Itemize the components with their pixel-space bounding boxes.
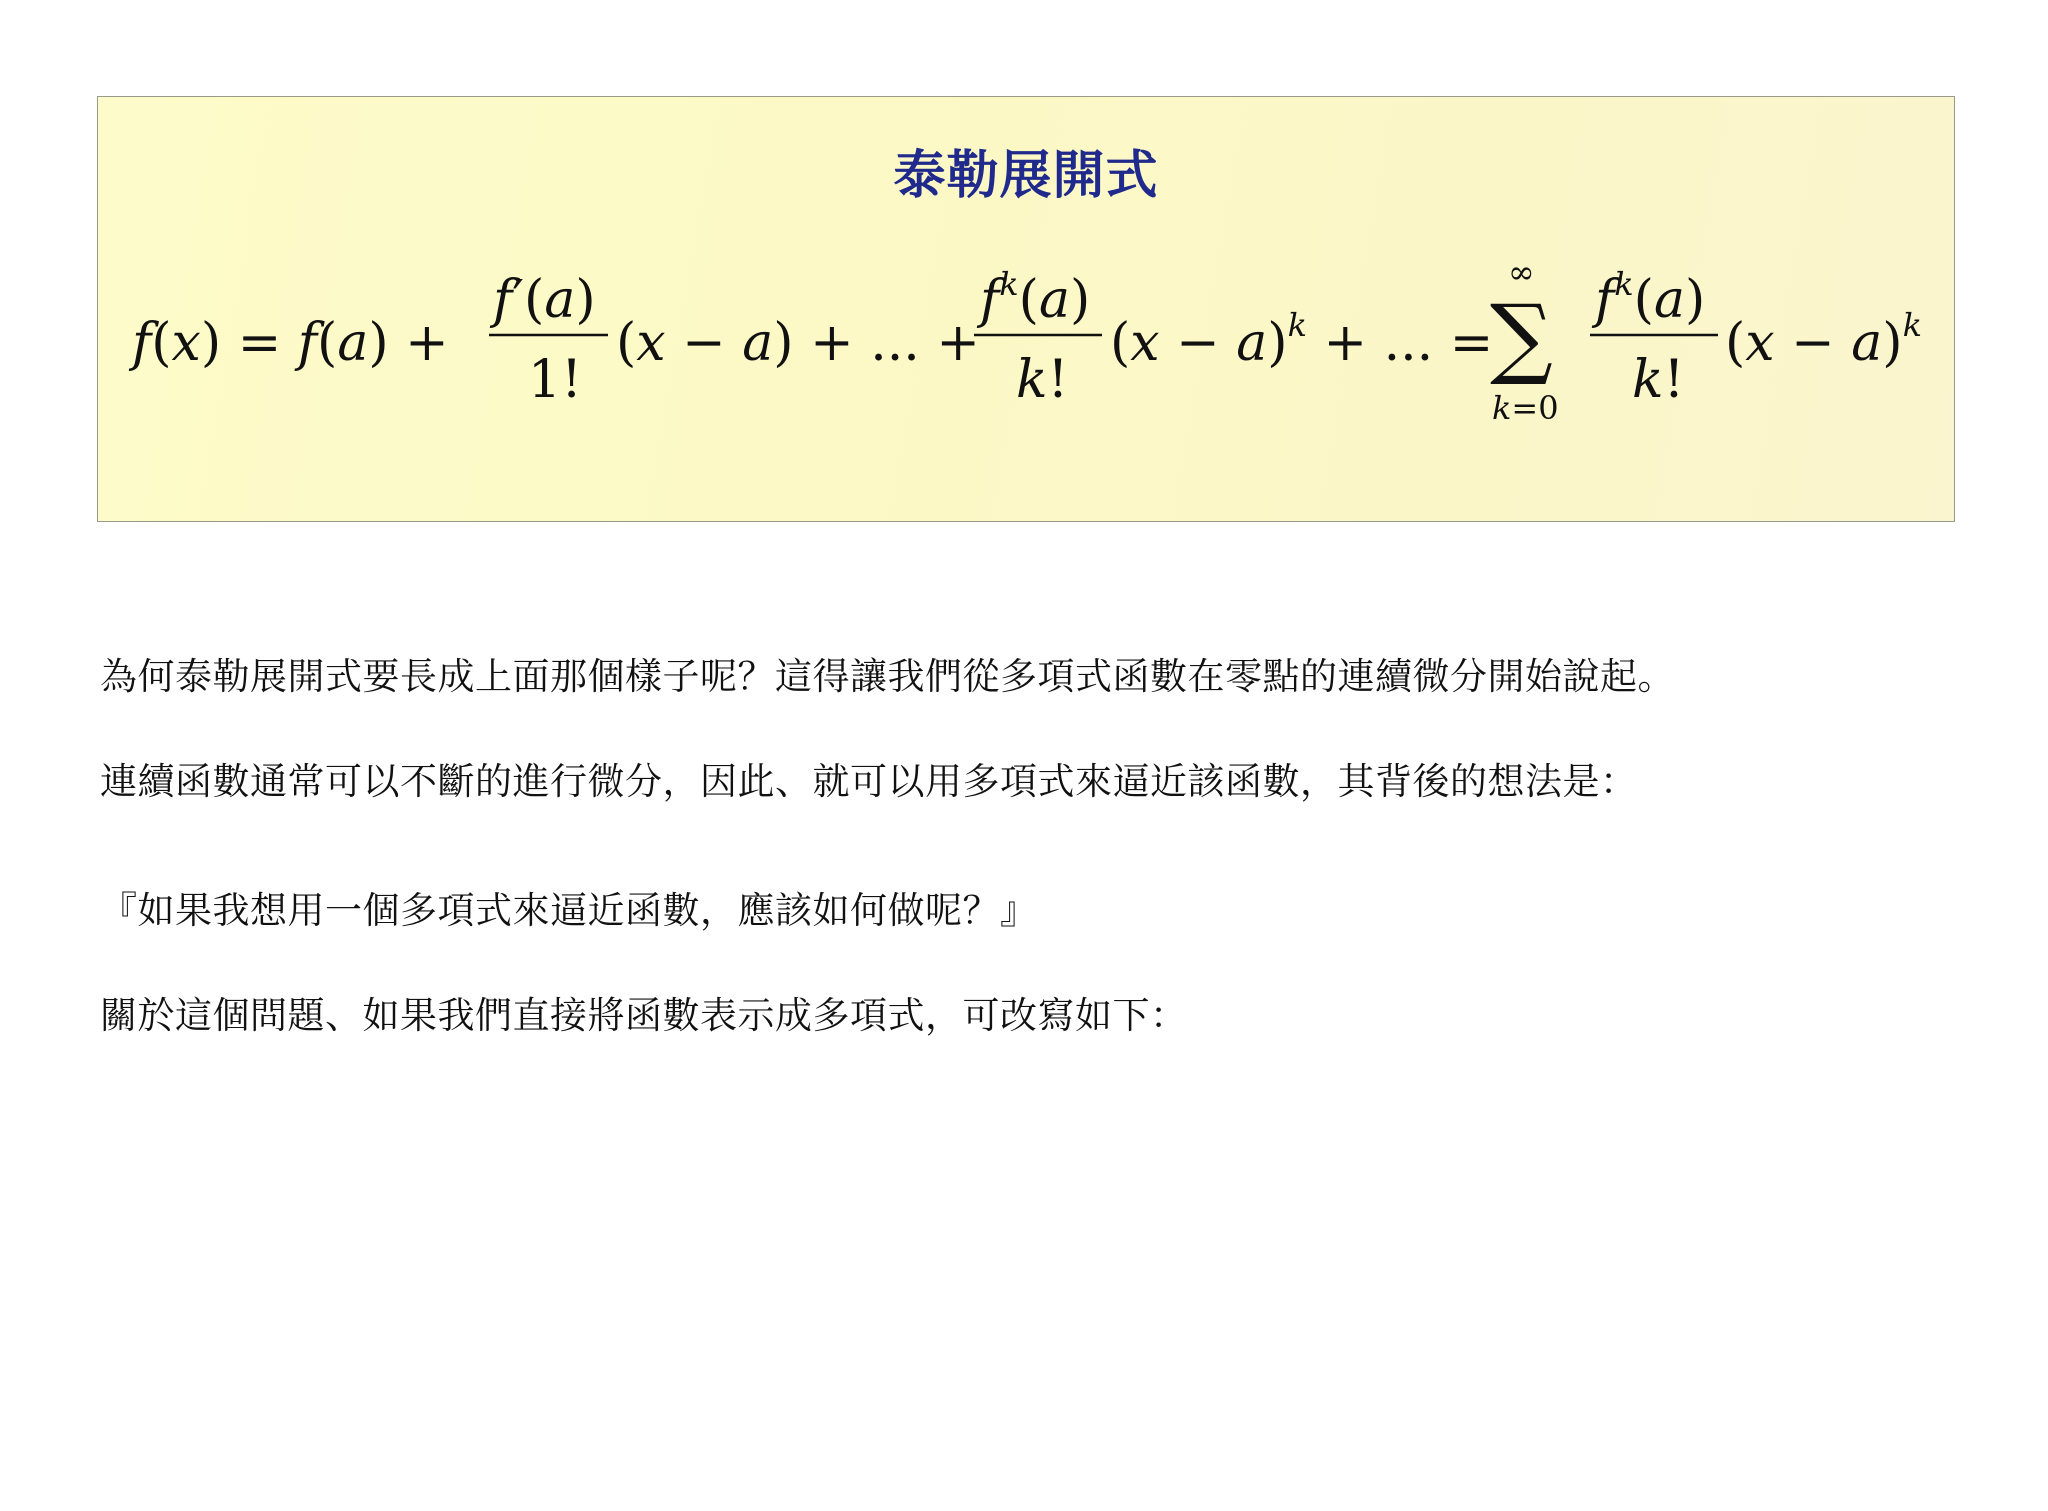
- sum-upper-limit: ∞: [1508, 253, 1535, 291]
- paragraph-continuous-functions: 連續函數通常可以不斷的進行微分，因此、就可以用多項式來逼近該函數，其背後的想法是：: [100, 760, 1638, 803]
- sum-symbol: ∑: [1490, 285, 1553, 388]
- formula-lhs: f(x) = f(a) +: [132, 313, 449, 373]
- sum-lower-limit: k=0: [1492, 389, 1559, 427]
- fraction-denominator-2: k!: [1016, 350, 1069, 410]
- fraction-numerator-2: $f^k(a)$: [980, 265, 1091, 330]
- paragraph-rewrite-intro: 關於這個問題、如果我們直接將函數表示成多項式，可改寫如下：: [100, 994, 1188, 1037]
- paragraph-why-taylor: 為何泰勒展開式要長成上面那個樣子呢？這得讓我們從多項式函數在零點的連續微分開始說起。: [100, 655, 1675, 698]
- fraction-numerator-3: $f^k(a)$: [1595, 265, 1706, 330]
- paragraph-question-quote: 『如果我想用一個多項式來逼近函數，應該如何做呢？』: [100, 889, 1038, 932]
- taylor-formula: [98, 247, 1954, 437]
- taylor-expansion-box: [97, 96, 1955, 522]
- fraction-denominator-3: k!: [1632, 350, 1685, 410]
- fraction-numerator-1: f′(a): [493, 270, 596, 330]
- fraction-denominator-1: 1!: [528, 350, 582, 410]
- box-title: 泰勒展開式: [893, 146, 1159, 206]
- formula-term-2: $(x - a)^k$ + ... =: [1110, 306, 1494, 373]
- formula-term-3: $(x - a)^k$: [1725, 306, 1922, 373]
- formula-term-1: (x − a) + ... +: [616, 313, 980, 373]
